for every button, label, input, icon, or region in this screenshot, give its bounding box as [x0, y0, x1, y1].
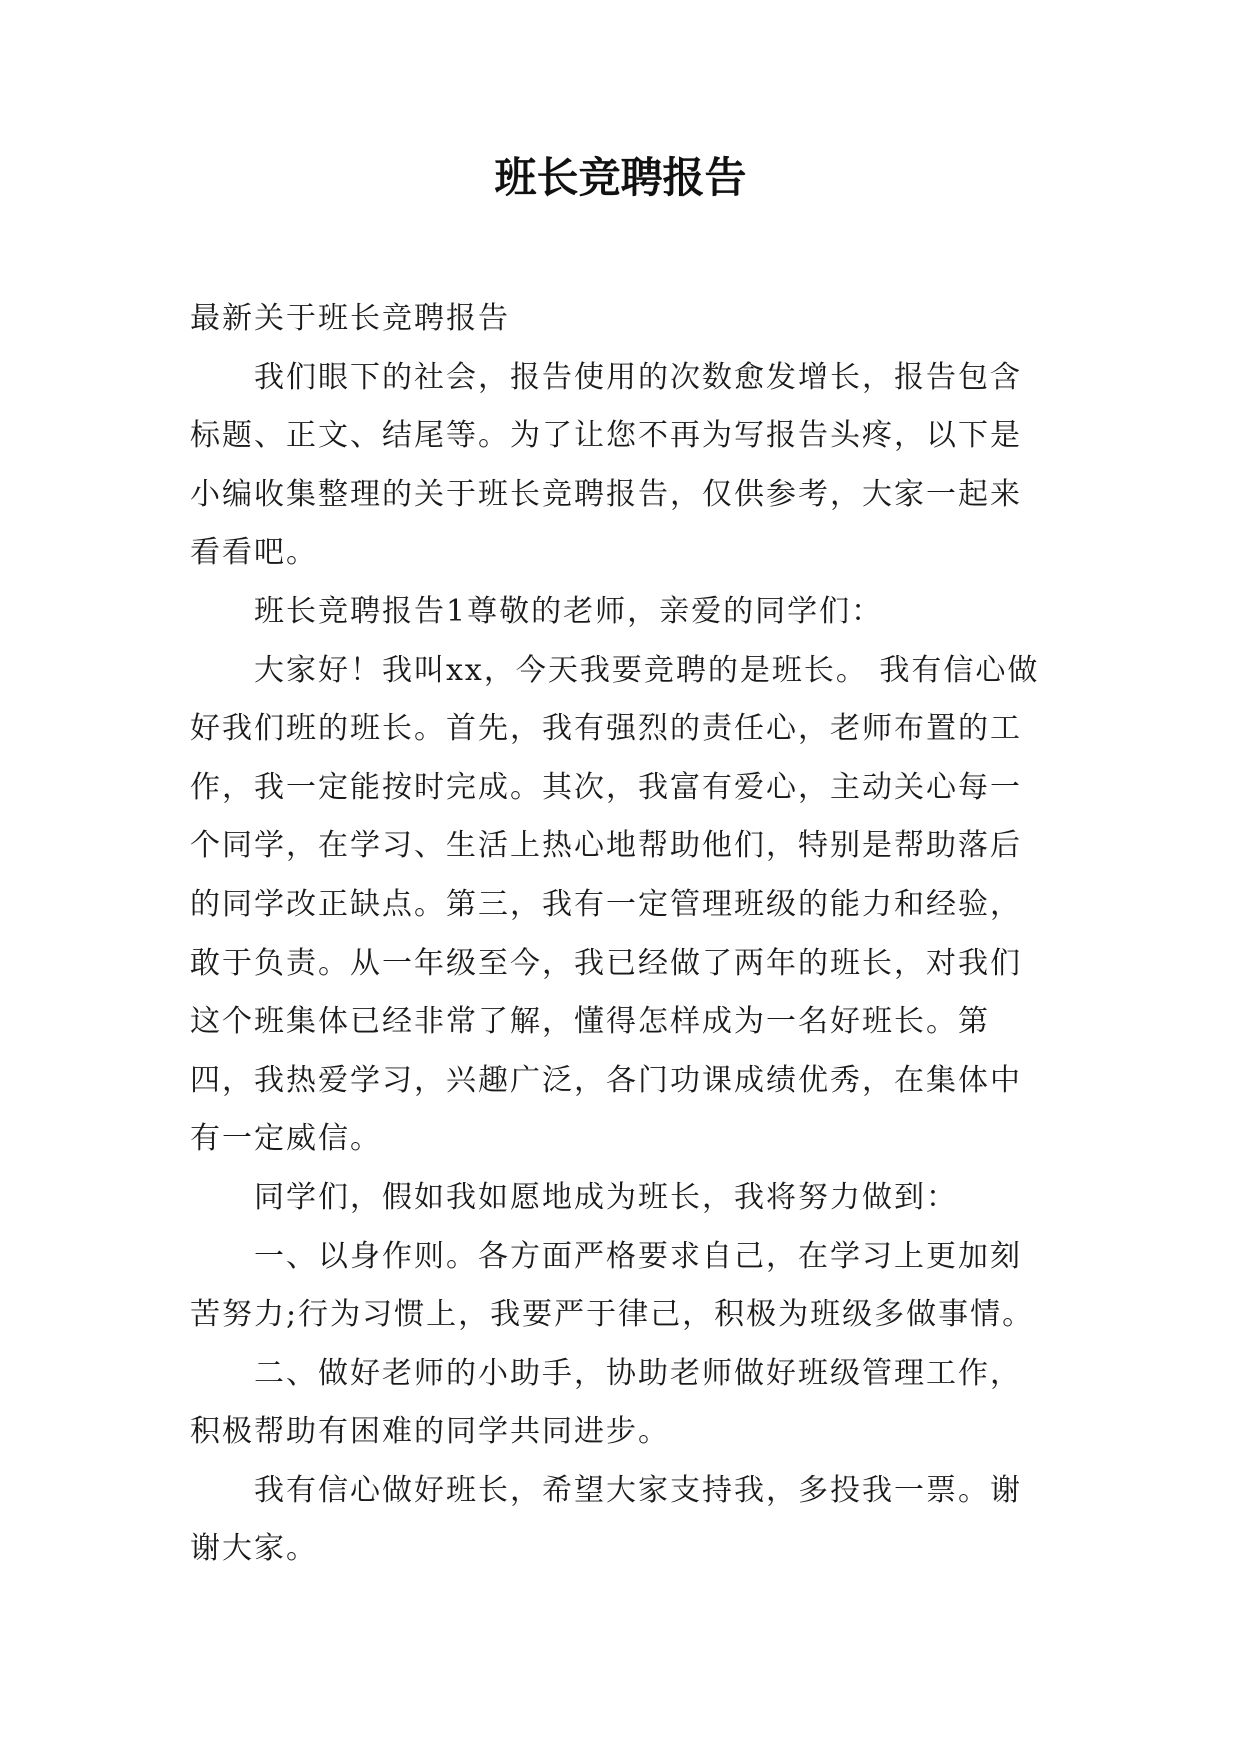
paragraph-salutation: 班长竞聘报告1尊敬的老师，亲爱的同学们：	[254, 593, 884, 629]
paragraph-point-two: 二、做好老师的小助手，协助老师做好班级管理工作，积极帮助有困难的同学共同进步。	[190, 1355, 1022, 1450]
paragraph-point-one: 一、以身作则。各方面严格要求自己，在学习上更加刻苦努力;行为习惯上，我要严于律己，积极为班级多做事情。	[190, 1238, 1035, 1333]
paragraph-intro: 我们眼下的社会，报告使用的次数愈发增长，报告包含标题、正文、结尾等。为了让您不再为写报告头疼，以下是小编收集整理的关于班长竞聘报告，仅供参考，大家一起来看看吧。	[190, 359, 1022, 571]
paragraph-self-introduction: 大家好！我叫xx，今天我要竞聘的是班长。 我有信心做好我们班的班长。首先，我有强烈的责任心，老师布置的工作，我一定能按时完成。其次，我富有爱心，主动关心每一个同学，在学习、生活上热心地帮助他们，特别是帮助落后的同学改正缺点。第三，我有一定管理班级的能力和经验，敢于负责。从一年级至今，我已经做了两年的班长，对我们这个班集体已经非常了解，懂得怎样成为一名好班长。第四，我热爱学习，兴趣广泛，各门功课成绩优秀，在集体中有一定威信。	[190, 652, 1040, 1157]
paragraph-subtitle: 最新关于班长竞聘报告	[190, 301, 510, 336]
document-body	[190, 290, 1050, 1579]
paragraph-closing: 我有信心做好班长，希望大家支持我，多投我一票。谢谢大家。	[190, 1472, 1022, 1567]
paragraph-promise: 同学们，假如我如愿地成为班长，我将努力做到：	[254, 1179, 958, 1215]
document-title: 班长竞聘报告	[494, 153, 747, 202]
